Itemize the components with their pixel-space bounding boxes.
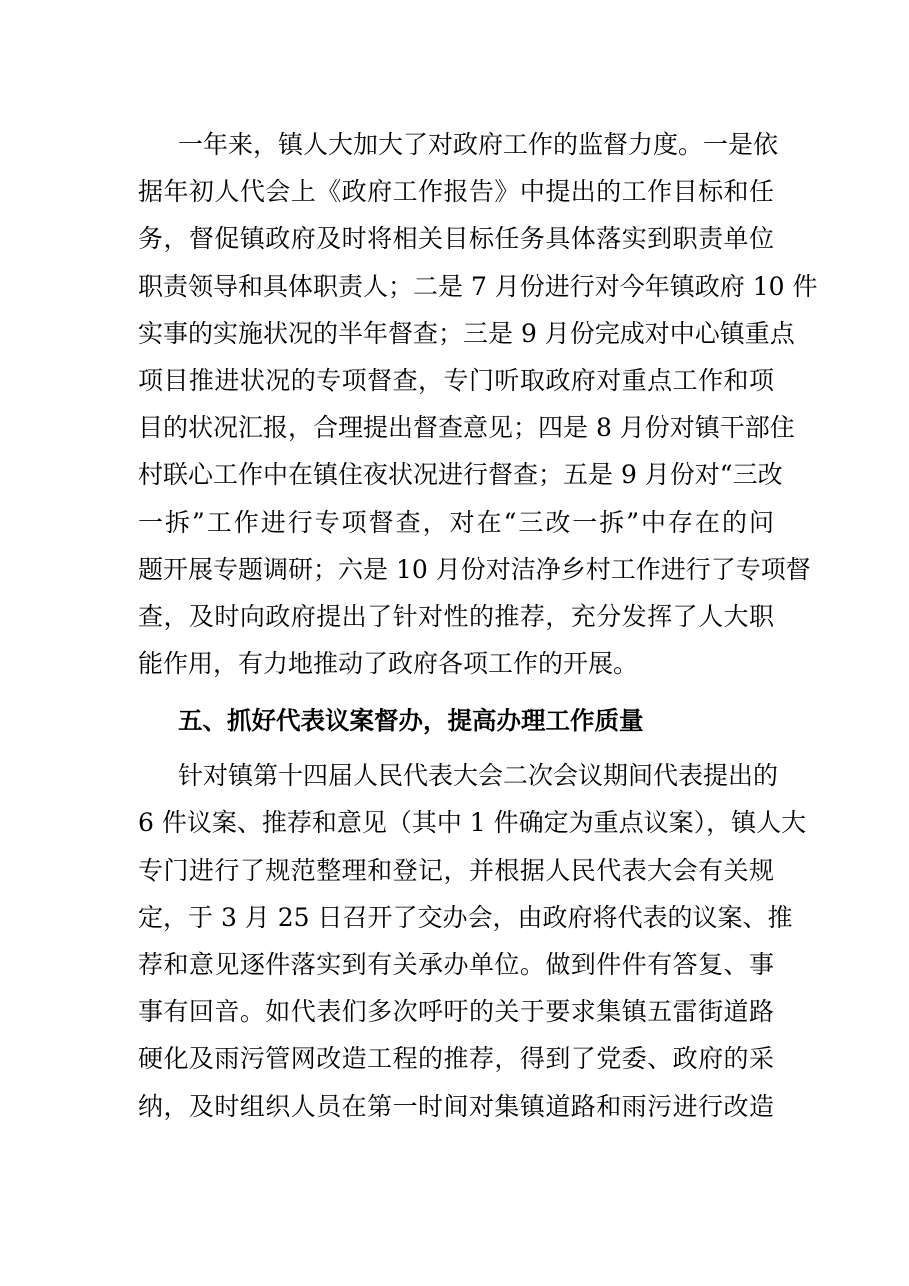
text-line: 一拆”工作进行专项督查，对在“三改一拆”中存在的问 [138, 507, 774, 537]
section-heading: 五、抓好代表议案督办，提高办理工作质量 [178, 706, 644, 736]
paragraph-proposals [138, 752, 807, 1130]
text-line: 硬化及雨污管网改造工程的推荐，得到了党委、政府的采 [138, 1044, 774, 1074]
text-line: 定，于 3 月 25 日召开了交办会，由政府将代表的议案、推 [138, 902, 793, 932]
text-line: 纳，及时组织人员在第一时间对集镇道路和雨污进行改造 [138, 1091, 774, 1121]
text-line: 实事的实施状况的半年督查；三是 9 月份完成对中心镇重点 [138, 318, 795, 348]
text-line: 据年初人代会上《政府工作报告》中提出的工作目标和任 [138, 177, 774, 207]
text-line: 能作用，有力地推动了政府各项工作的开展。 [138, 649, 639, 679]
text-line: 专门进行了规范整理和登记，并根据人民代表大会有关规 [138, 855, 774, 885]
paragraph-supervision [138, 121, 818, 687]
text-line: 村联心工作中在镇住夜状况进行督查；五是 9 月份对“三改 [138, 460, 783, 490]
text-line: 一年来，镇人大加大了对政府工作的监督力度。一是依 [178, 130, 779, 159]
text-line: 题开展专题调研；六是 10 月份对洁净乡村工作进行了专项督 [138, 554, 811, 584]
text-line: 目的状况汇报，合理提出督查意见；四是 8 月份对镇干部住 [138, 413, 795, 443]
text-line: 针对镇第十四届人民代表大会二次会议期间代表提出的 [178, 761, 779, 791]
text-line: 项目推进状况的专项督查，专门听取政府对重点工作和项 [138, 365, 774, 395]
text-line: 事有回音。如代表们多次呼吁的关于要求集镇五雷街道路 [138, 997, 774, 1027]
text-line: 务，督促镇政府及时将相关目标任务具体落实到职责单位 [138, 224, 774, 254]
text-line: 职责领导和具体职责人；二是 7 月份进行对今年镇政府 10 件 [138, 271, 818, 301]
text-line: 查，及时向政府提出了针对性的推荐，充分发挥了人大职 [138, 601, 774, 631]
document-body [138, 121, 818, 1130]
text-line: 6 件议案、推荐和意见（其中 1 件确定为重点议案），镇人大 [138, 808, 807, 838]
text-line: 荐和意见逐件落实到有关承办单位。做到件件有答复、事 [138, 950, 774, 979]
